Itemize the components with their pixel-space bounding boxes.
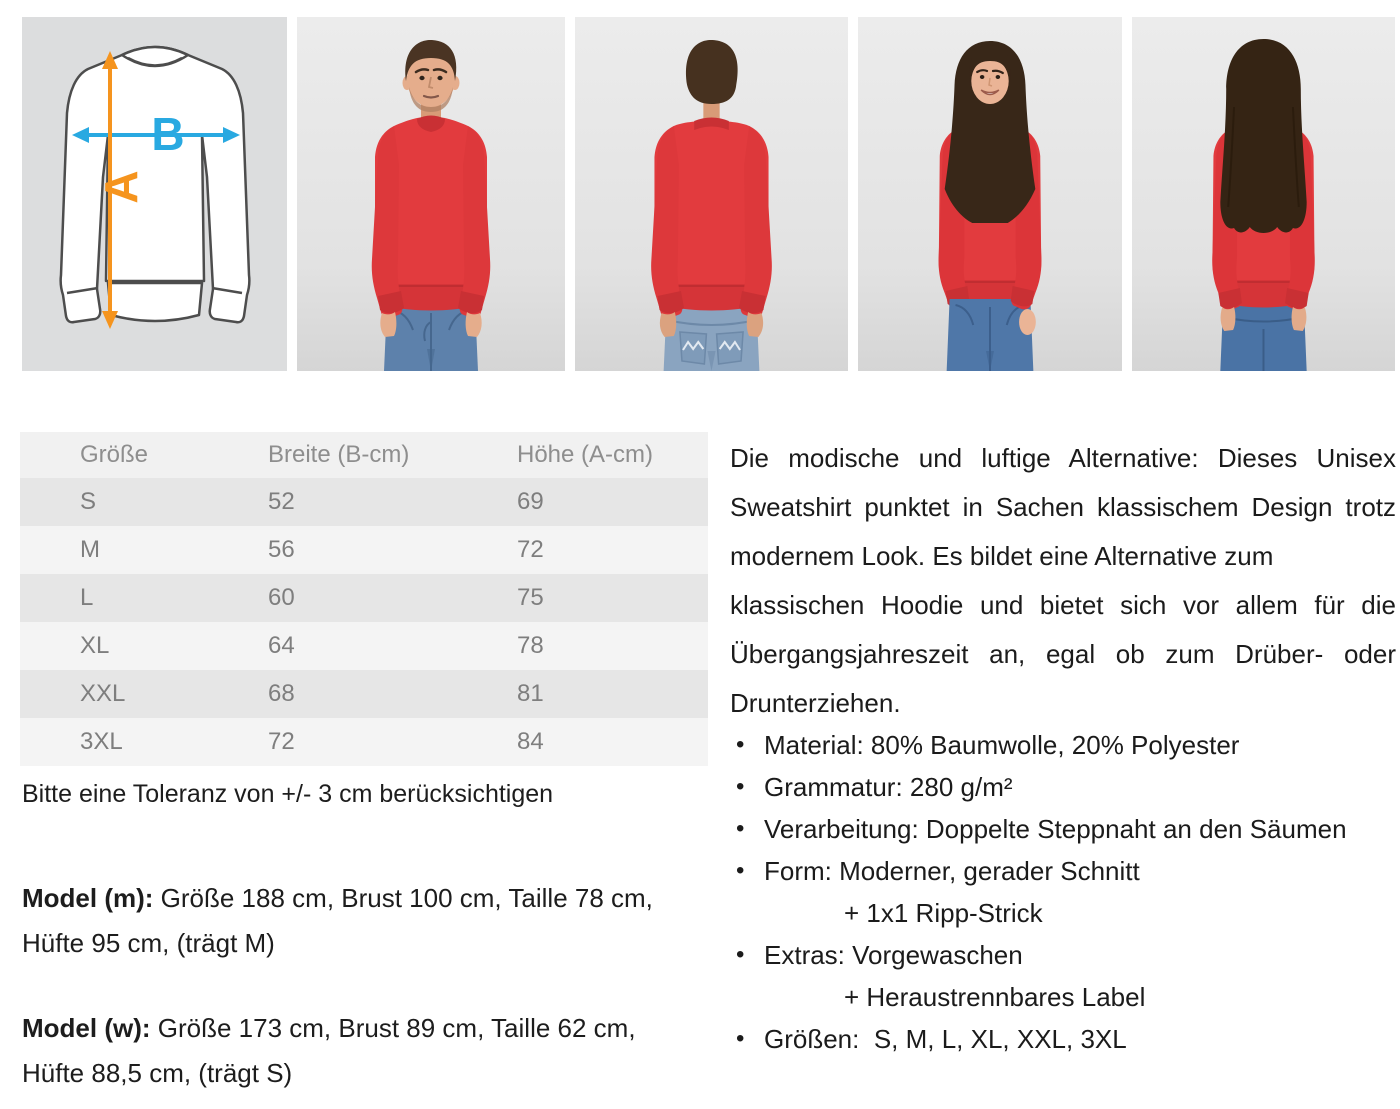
model-man-front-illustration	[297, 17, 565, 371]
table-cell: 68	[268, 680, 295, 707]
model-m-label: Model (m):	[22, 883, 154, 913]
table-cell: 52	[268, 488, 295, 515]
table-cell: 69	[517, 488, 544, 515]
feature-extras-sub	[732, 976, 1397, 1018]
column-header-groesse: Größe	[80, 441, 149, 468]
product-photo-man-back	[575, 17, 848, 371]
model-w-line1: Model (w): Größe 173 cm, Brust 89 cm, Taille 62 cm,	[22, 1013, 636, 1043]
model-m-line2: Hüfte 95 cm, (trägt M)	[22, 928, 275, 958]
table-cell: 72	[517, 536, 544, 563]
diagram-label-a: A	[95, 170, 147, 204]
table-row-3xl	[20, 718, 708, 766]
model-woman-back-illustration	[1132, 17, 1395, 371]
model-man-back-illustration	[575, 17, 848, 371]
table-cell: S	[80, 488, 97, 515]
table-cell: 56	[268, 536, 295, 563]
feature-text: • Material: 80% Baumwolle, 20% Polyester	[764, 729, 1240, 760]
table-row-m	[20, 526, 708, 574]
description-line: klassischen Hoodie und bietet sich vor allem für die	[730, 590, 1396, 620]
description-line: Die modische und luftige Alternative: Dieses Unisex	[730, 443, 1396, 473]
table-row-xl	[20, 622, 708, 670]
sweatshirt-measure-diagram	[22, 17, 287, 371]
feature-text: • Grammatur: 280 g/m²	[764, 771, 1013, 802]
feature-text: + 1x1 Ripp-Strick	[844, 897, 1043, 928]
product-photo-woman-front	[858, 17, 1122, 371]
feature-verarbeitung	[732, 808, 1397, 850]
feature-text: • Extras: Vorgewaschen	[764, 939, 1023, 970]
model-woman-front-illustration	[858, 17, 1122, 371]
diagram-label-b: B	[151, 108, 185, 160]
model-w-line2: Hüfte 88,5 cm, (trägt S)	[22, 1058, 293, 1088]
table-cell: XXL	[80, 680, 126, 707]
tolerance-note: Bitte eine Toleranz von +/- 3 cm berücksichtigen	[22, 780, 554, 808]
table-cell: 60	[268, 584, 295, 611]
table-row-l	[20, 574, 708, 622]
size-table-header-row	[20, 432, 708, 478]
feature-text: • Form: Moderner, gerader Schnitt	[764, 855, 1140, 886]
description-line: Übergangsjahreszeit an, egal ob zum Drüber- oder	[730, 639, 1396, 669]
feature-text: + Heraustrennbares Label	[844, 981, 1146, 1012]
product-description	[730, 434, 1396, 728]
feature-grammatur	[732, 766, 1397, 808]
table-row-s	[20, 478, 708, 526]
size-table	[20, 432, 708, 766]
feature-form	[732, 850, 1397, 892]
table-row-xxl	[20, 670, 708, 718]
size-diagram-image	[22, 17, 287, 371]
model-m-info	[22, 876, 710, 966]
table-cell: 84	[517, 728, 544, 755]
table-cell: 72	[268, 728, 295, 755]
product-photo-woman-back	[1132, 17, 1395, 371]
model-m-line1: Model (m): Größe 188 cm, Brust 100 cm, Taille 78 cm,	[22, 883, 653, 913]
table-cell: XL	[80, 632, 110, 659]
table-cell: 3XL	[80, 728, 123, 755]
feature-groessen	[732, 1018, 1397, 1060]
product-photo-man-front	[297, 17, 565, 371]
feature-text: • Verarbeitung: Doppelte Steppnaht an den Säumen	[764, 813, 1347, 844]
table-cell: L	[80, 584, 94, 611]
table-cell: 75	[517, 584, 544, 611]
table-cell: 81	[517, 680, 544, 707]
feature-extras	[732, 934, 1397, 976]
table-cell: 78	[517, 632, 544, 659]
feature-text: • Größen: S, M, L, XL, XXL, 3XL	[764, 1023, 1127, 1054]
model-w-label: Model (w):	[22, 1013, 151, 1043]
feature-list	[732, 724, 1397, 1060]
model-w-info	[22, 1006, 710, 1096]
column-header-hoehe: Höhe (A-cm)	[517, 441, 654, 468]
description-line: Sweatshirt punktet in Sachen klassischem Design trotz	[730, 492, 1396, 522]
description-line: Drunterziehen.	[730, 688, 901, 718]
table-cell: M	[80, 536, 100, 563]
column-header-breite: Breite (B-cm)	[268, 441, 410, 468]
description-line: modernem Look. Es bildet eine Alternative zum	[730, 541, 1274, 571]
feature-material	[732, 724, 1397, 766]
table-cell: 64	[268, 632, 295, 659]
feature-form-sub	[732, 892, 1397, 934]
